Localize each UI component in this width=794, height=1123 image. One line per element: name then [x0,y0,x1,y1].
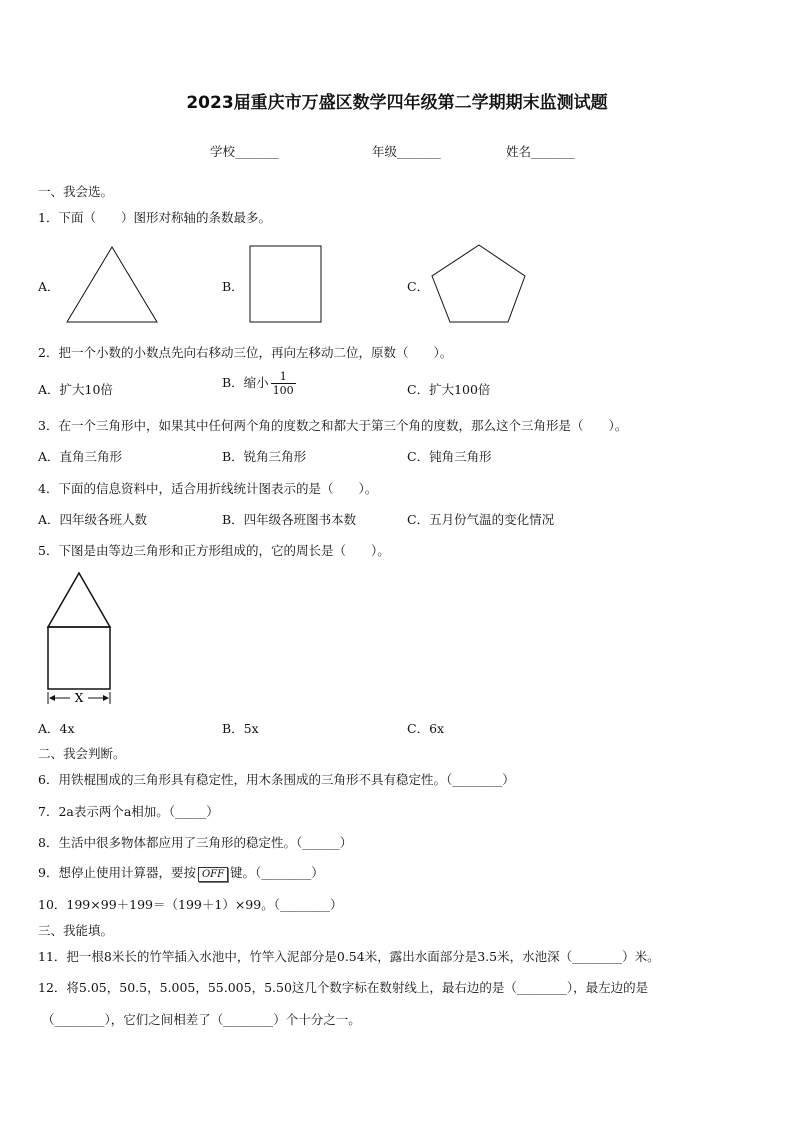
q3-option-c: C．钝角三角形 [407,449,492,464]
q5-option-b: B．5x [222,721,259,736]
question-3: 3．在一个三角形中，如果其中任何两个角的度数之和都大于第三个角的度数，那么这个三角形是（ ）。 [38,418,628,433]
q3-option-b: B．锐角三角形 [222,449,307,464]
q4-option-b: B．四年级各班图书本数 [222,512,357,527]
q1-option-b-label: B． [222,279,244,294]
question-12-line-1: 12．将5.05，50.5，5.005，55.005，5.50这几个数字标在数射线上，最右边的是（________），最左边的是 [38,980,649,995]
length-label-x: X [74,691,84,705]
question-10: 10．199×99＋199＝（199＋1）×99。（________） [38,897,343,912]
section-heading-2: 二、我会判断。 [38,746,126,761]
pentagon-figure [428,242,530,326]
question-4: 4．下面的信息资料中，适合用折线统计图表示的是（ ）。 [38,481,378,496]
q2-option-a: A．扩大10倍 [38,382,113,397]
question-7: 7．2a表示两个a相加。（_____） [38,804,219,819]
off-key-icon: OFF [198,867,228,882]
q2-option-b [222,370,296,397]
q2-option-b-prefix: B．缩小 [222,375,269,390]
question-12-line-2: （________），它们之间相差了（________）个十分之一。 [42,1012,361,1027]
page-title: 2023届重庆市万盛区数学四年级第二学期期末监测试题 [186,93,608,113]
question-9 [38,863,324,882]
q4-option-a: A．四年级各班人数 [38,512,148,527]
name-field: 姓名_______ [506,144,575,159]
triangle-figure [64,244,160,326]
q5-option-c: C．6x [407,721,445,736]
school-field: 学校_______ [210,144,279,159]
house-figure [40,568,122,710]
q9-suffix: 键。（________） [230,865,324,880]
square-figure [248,244,324,324]
q1-option-c-label: C． [407,279,430,294]
question-6: 6．用铁棍围成的三角形具有稳定性，用木条围成的三角形不具有稳定性。（________） [38,772,515,787]
q3-option-a: A．直角三角形 [38,449,123,464]
question-2: 2．把一个小数的小数点先向右移动三位，再向左移动二位，原数（ ）。 [38,345,453,360]
question-8: 8．生活中很多物体都应用了三角形的稳定性。（______） [38,835,353,850]
question-1: 1．下面（ ）图形对称轴的条数最多。 [38,210,271,225]
q2-option-c: C．扩大100倍 [407,382,491,397]
section-heading-1: 一、我会选。 [38,184,114,199]
q4-option-c: C．五月份气温的变化情况 [407,512,555,527]
section-heading-3: 三、我能填。 [38,923,114,938]
question-11: 11．把一根8米长的竹竿插入水池中，竹竿入泥部分是0.54米，露出水面部分是3.5米，水池深（________）米。 [38,949,660,964]
question-5: 5．下图是由等边三角形和正方形组成的，它的周长是（ ）。 [38,543,390,558]
grade-field: 年级_______ [372,144,441,159]
fraction-denominator: 100 [272,384,294,397]
q1-option-a-label: A． [38,279,60,294]
q5-option-a: A．4x [38,721,75,736]
fraction-numerator: 1 [271,370,296,384]
fraction [271,370,296,397]
q9-prefix: 9．想停止使用计算器，要按 [38,865,196,880]
